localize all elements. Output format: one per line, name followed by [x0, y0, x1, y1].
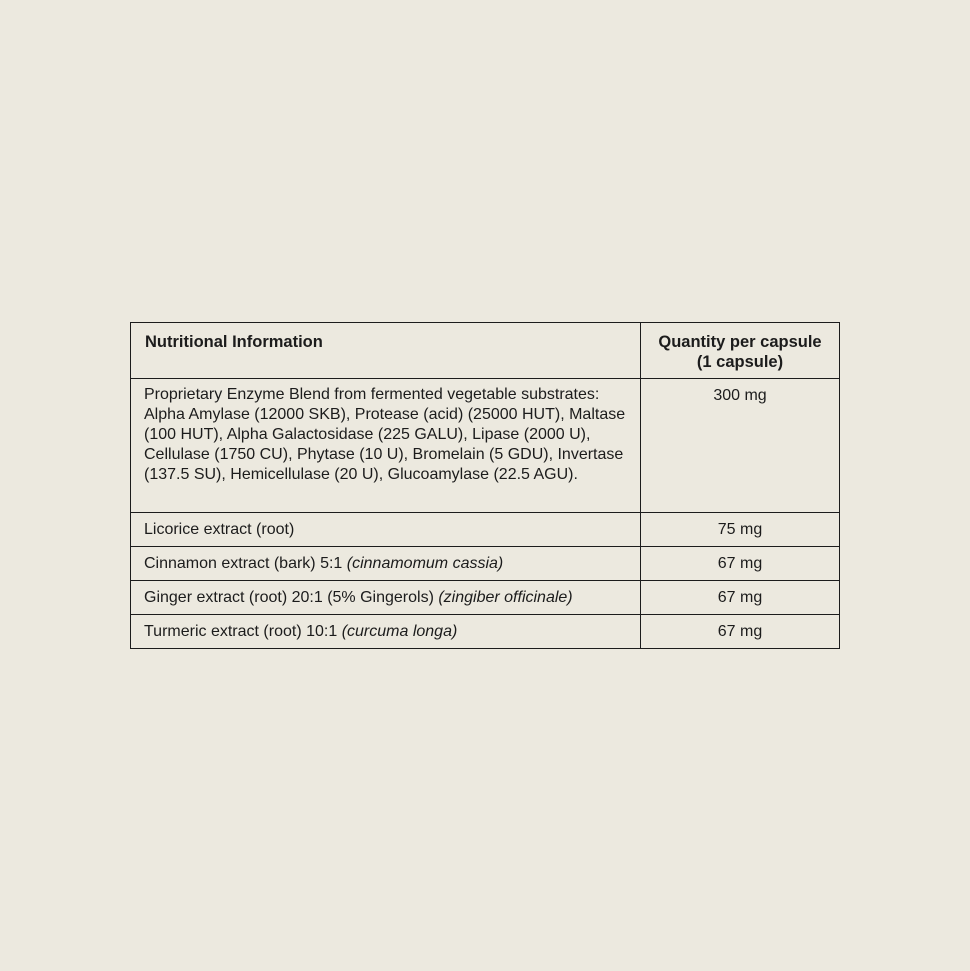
- ingredient-name: [131, 513, 641, 547]
- ingredient-name: [131, 547, 641, 581]
- table-row-enzyme-blend: [131, 379, 840, 513]
- ingredient-latin-name: (zingiber officinale): [438, 589, 573, 606]
- ingredient-quantity: 67 mg: [641, 581, 840, 615]
- ingredient-name-text: Cinnamon extract (bark) 5:1: [144, 555, 343, 572]
- table-header-row: [131, 323, 840, 379]
- ingredient-name: [131, 379, 641, 513]
- header-nutritional-information: Nutritional Information: [131, 323, 641, 379]
- table-row-ginger: [131, 581, 840, 615]
- table-row-licorice: [131, 513, 840, 547]
- ingredient-name-text: Turmeric extract (root) 10:1: [144, 623, 338, 640]
- ingredient-name: [131, 615, 641, 649]
- ingredient-quantity: 75 mg: [641, 513, 840, 547]
- ingredient-quantity: 300 mg: [641, 379, 840, 513]
- header-quantity-per-capsule: [641, 323, 840, 379]
- ingredient-quantity: 67 mg: [641, 547, 840, 581]
- ingredient-name-text: Ginger extract (root) 20:1 (5% Gingerols): [144, 589, 434, 606]
- table-row-cinnamon: [131, 547, 840, 581]
- table-row-turmeric: [131, 615, 840, 649]
- ingredient-latin-name: (cinnamomum cassia): [346, 555, 504, 572]
- ingredient-name: [131, 581, 641, 615]
- nutrition-table: [130, 322, 840, 649]
- header-quantity-line2: (1 capsule): [696, 353, 784, 371]
- ingredient-name-text: Licorice extract (root): [144, 521, 295, 538]
- ingredient-latin-name: (curcuma longa): [341, 623, 458, 640]
- ingredient-quantity: 67 mg: [641, 615, 840, 649]
- header-quantity-line1: Quantity per capsule: [658, 333, 822, 351]
- ingredient-name-text: Proprietary Enzyme Blend from fermented vegetable substrates: Alpha Amylase (12000 SKB), Protease (acid) (25000 HUT), Maltase (100 HUT), Alpha Galactosidase (225 GALU), Lipase (2000 U), Cellulase (1750 CU), Phytase (10 U), Bromelain (5 GDU), Invertase (137.5 SU), Hemicellulase (20 U), Glucoamylase (22.5 AGU).: [144, 386, 626, 483]
